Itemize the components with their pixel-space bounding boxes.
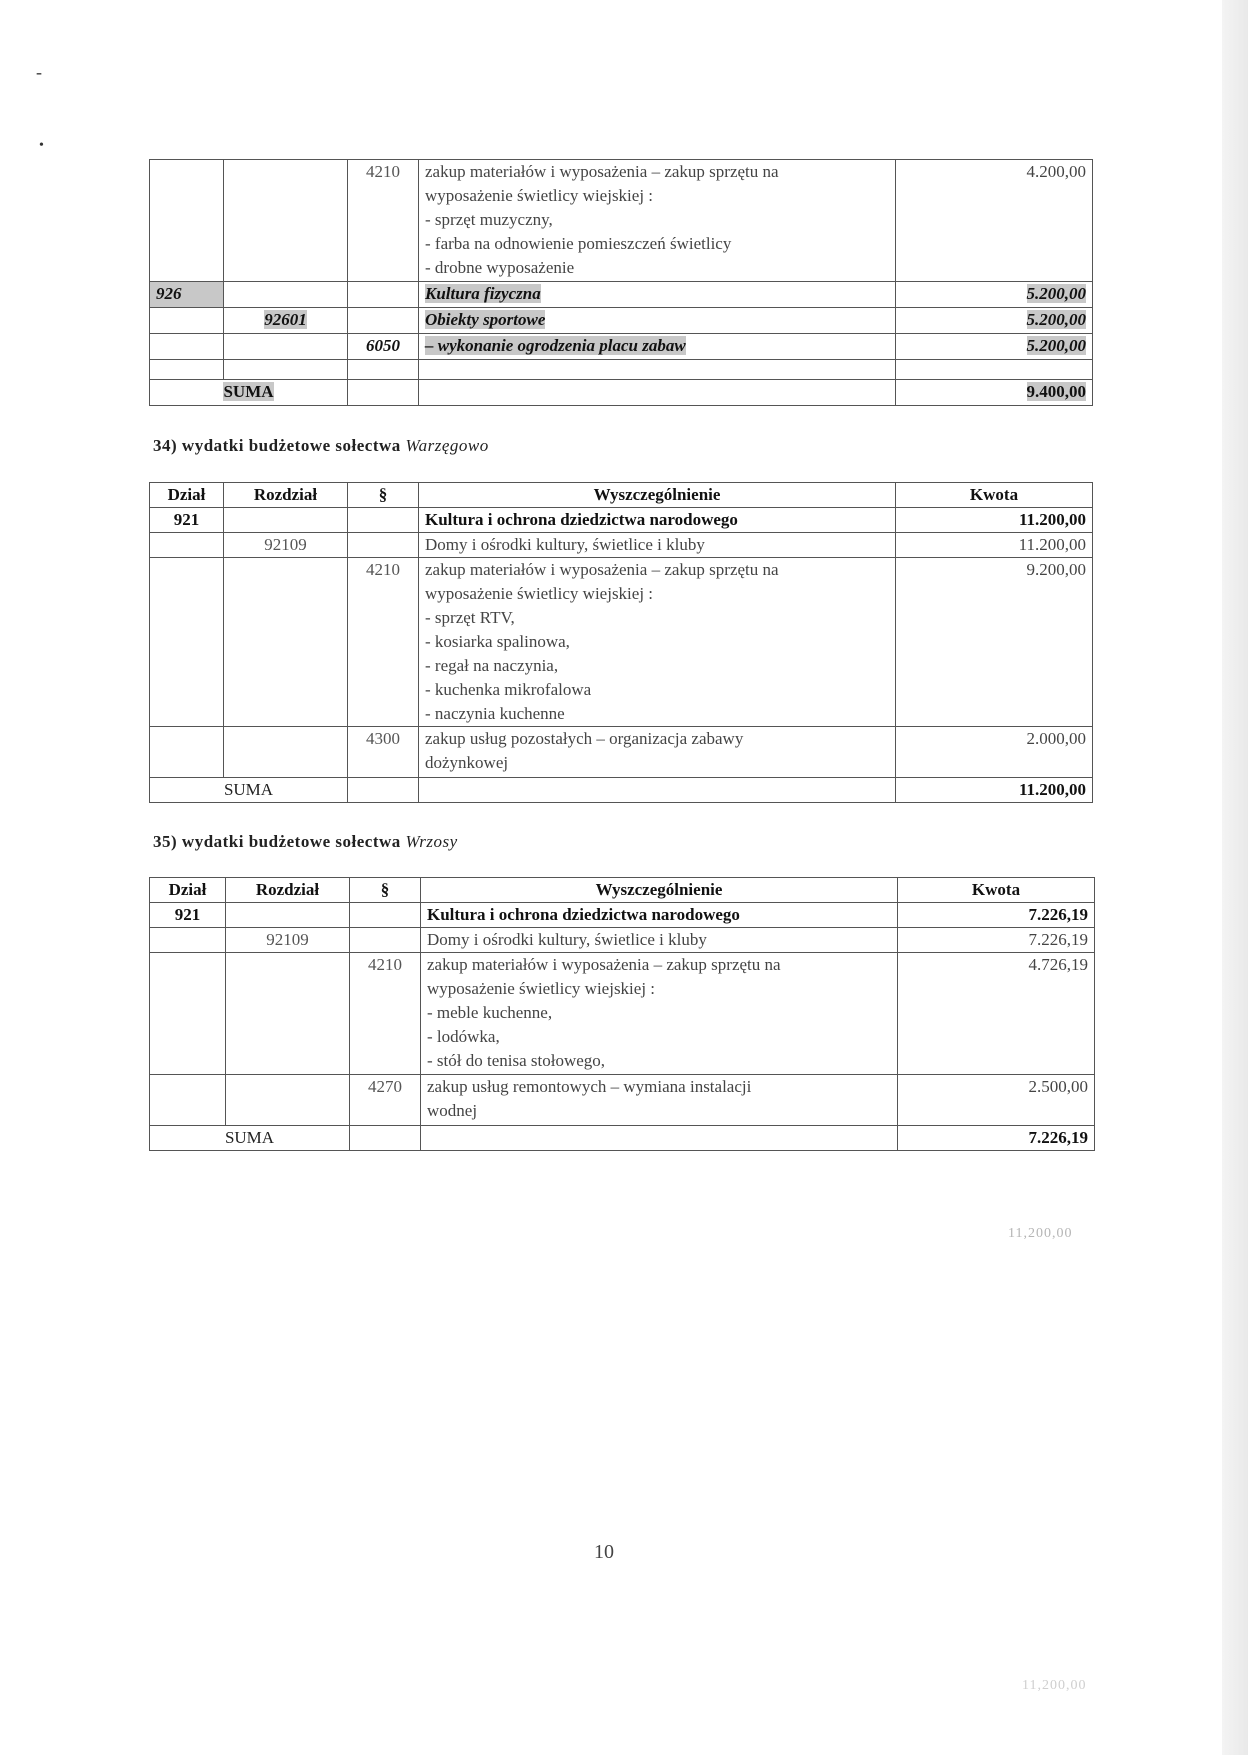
paragraf-cell <box>350 928 421 953</box>
description-cell <box>421 953 898 1075</box>
header-description: Wyszczególnienie <box>419 483 896 508</box>
table-row <box>150 558 1093 727</box>
section-34-title <box>153 436 489 456</box>
amount-cell: 4.726,19 <box>898 953 1095 1075</box>
amount-cell: 11.200,00 <box>896 533 1093 558</box>
header-description: Wyszczególnienie <box>421 878 898 903</box>
table-row <box>150 160 1093 282</box>
dzial-cell <box>150 928 226 953</box>
continued-budget-table <box>149 159 1093 406</box>
description-text: – wykonanie ogrodzenia placu zabaw <box>425 336 686 355</box>
rozdzial-text: 92601 <box>264 310 307 329</box>
description-cell <box>419 727 896 778</box>
paragraf-cell: 6050 <box>348 334 419 360</box>
paragraf-cell <box>348 282 419 308</box>
table-row <box>150 1075 1095 1126</box>
section-35-table <box>149 877 1095 1151</box>
spacer-cell <box>150 360 224 380</box>
sum-value-cell: 11.200,00 <box>896 778 1093 803</box>
description-line: wyposażenie świetlicy wiejskiej : <box>427 979 656 998</box>
sum-row <box>150 1126 1095 1151</box>
dzial-cell <box>150 533 224 558</box>
rozdzial-cell <box>224 727 348 778</box>
rozdzial-cell <box>226 1075 350 1126</box>
header-rozdzial: Rozdział <box>224 483 348 508</box>
section-title-text: 35) wydatki budżetowe sołectwa <box>153 832 401 851</box>
description-cell <box>419 380 896 406</box>
paragraf-cell: 4300 <box>348 727 419 778</box>
amount-cell: 2.500,00 <box>898 1075 1095 1126</box>
spacer-cell <box>224 360 348 380</box>
description-cell <box>419 282 896 308</box>
paragraf-cell: 4270 <box>350 1075 421 1126</box>
description-cell: Domy i ośrodki kultury, świetlice i kluby <box>421 928 898 953</box>
description-cell <box>421 1126 898 1151</box>
description-cell <box>419 160 896 282</box>
sum-label: SUMA <box>223 382 274 401</box>
table-row <box>150 928 1095 953</box>
amount-text: 5.200,00 <box>1026 336 1086 355</box>
description-line: - stół do tenisa stołowego, <box>427 1051 606 1070</box>
description-line: - sprzęt RTV, <box>425 608 515 627</box>
amount-text: 5.200,00 <box>1026 310 1086 329</box>
paragraf-cell: 4210 <box>350 953 421 1075</box>
header-rozdzial: Rozdział <box>226 878 350 903</box>
header-paragraf: § <box>348 483 419 508</box>
description-cell <box>419 308 896 334</box>
header-dzial: Dział <box>150 483 224 508</box>
amount-cell: 2.000,00 <box>896 727 1093 778</box>
paragraf-cell <box>348 508 419 533</box>
description-line: - meble kuchenne, <box>427 1003 553 1022</box>
description-line: dożynkowej <box>425 753 509 772</box>
rozdzial-cell: 92109 <box>224 533 348 558</box>
paragraf-cell <box>350 1126 421 1151</box>
bleed-through-mark: 11,200,00 <box>1022 1678 1087 1693</box>
dzial-cell <box>150 558 224 727</box>
description-line: - drobne wyposażenie <box>425 258 575 277</box>
description-line: zakup usług remontowych – wymiana instalacji <box>427 1077 752 1096</box>
dzial-cell <box>150 308 224 334</box>
header-dzial: Dział <box>150 878 226 903</box>
table-row <box>150 953 1095 1075</box>
rozdzial-cell <box>226 903 350 928</box>
spacer-cell <box>348 360 419 380</box>
paragraf-cell <box>348 778 419 803</box>
rozdzial-cell <box>224 334 348 360</box>
rozdzial-cell <box>226 953 350 1075</box>
table-row <box>150 903 1095 928</box>
dzial-cell: 921 <box>150 903 226 928</box>
amount-cell: 4.200,00 <box>896 160 1093 282</box>
description-line: - naczynia kuchenne <box>425 704 565 723</box>
paragraf-cell <box>348 533 419 558</box>
dzial-cell <box>150 953 226 1075</box>
description-line: - kosiarka spalinowa, <box>425 632 570 651</box>
amount-cell <box>896 334 1093 360</box>
section-title-name: Warzęgowo <box>405 436 489 455</box>
amount-cell: 9.200,00 <box>896 558 1093 727</box>
header-paragraf: § <box>350 878 421 903</box>
description-line: zakup materiałów i wyposażenia – zakup sprzętu na <box>425 560 779 579</box>
rozdzial-cell <box>224 282 348 308</box>
scan-edge <box>1222 0 1248 1755</box>
paragraf-cell: 4210 <box>348 558 419 727</box>
rozdzial-cell <box>224 558 348 727</box>
rozdzial-cell <box>224 308 348 334</box>
description-line: zakup usług pozostałych – organizacja zabawy <box>425 729 744 748</box>
spacer-cell <box>419 360 896 380</box>
dzial-cell <box>150 727 224 778</box>
description-cell: Domy i ośrodki kultury, świetlice i kluby <box>419 533 896 558</box>
dzial-cell: 921 <box>150 508 224 533</box>
description-cell: Kultura i ochrona dziedzictwa narodowego <box>421 903 898 928</box>
description-cell <box>419 558 896 727</box>
sum-value-cell <box>896 380 1093 406</box>
paragraf-cell <box>348 380 419 406</box>
amount-cell: 7.226,19 <box>898 928 1095 953</box>
header-amount: Kwota <box>896 483 1093 508</box>
description-line: - farba na odnowienie pomieszczeń świetlicy <box>425 234 732 253</box>
sum-value: 9.400,00 <box>1026 382 1086 401</box>
dzial-cell <box>150 1075 226 1126</box>
rozdzial-cell <box>224 160 348 282</box>
scan-dot-mark: • <box>39 138 44 153</box>
description-line: wodnej <box>427 1101 478 1120</box>
paragraf-cell <box>350 903 421 928</box>
description-text: Kultura fizyczna <box>425 284 541 303</box>
table-row <box>150 727 1093 778</box>
amount-cell <box>896 282 1093 308</box>
rozdzial-cell <box>224 508 348 533</box>
spacer-cell <box>896 360 1093 380</box>
dzial-cell <box>150 334 224 360</box>
description-cell: Kultura i ochrona dziedzictwa narodowego <box>419 508 896 533</box>
dzial-cell: 926 <box>150 282 224 308</box>
section-34-table <box>149 482 1093 803</box>
description-line: - sprzęt muzyczny, <box>425 210 553 229</box>
section-35-title <box>153 832 458 852</box>
section-title-text: 34) wydatki budżetowe sołectwa <box>153 436 401 455</box>
description-text: Obiekty sportowe <box>425 310 546 329</box>
description-line: - lodówka, <box>427 1027 500 1046</box>
rozdzial-cell: 92109 <box>226 928 350 953</box>
page-number: 10 <box>594 1541 614 1563</box>
paragraf-cell: 4210 <box>348 160 419 282</box>
scan-dash-mark: - <box>36 62 42 82</box>
description-line: - regał na naczynia, <box>425 656 559 675</box>
sum-value-cell: 7.226,19 <box>898 1126 1095 1151</box>
section-title-name: Wrzosy <box>405 832 458 851</box>
description-cell <box>421 1075 898 1126</box>
sum-label-cell: SUMA <box>150 778 348 803</box>
amount-text: 5.200,00 <box>1026 284 1086 303</box>
table-row <box>150 360 1093 380</box>
description-line: wyposażenie świetlicy wiejskiej : <box>425 186 654 205</box>
amount-cell: 11.200,00 <box>896 508 1093 533</box>
description-line: - kuchenka mikrofalowa <box>425 680 592 699</box>
paragraf-cell <box>348 308 419 334</box>
amount-cell <box>896 308 1093 334</box>
table-row <box>150 308 1093 334</box>
description-line: wyposażenie świetlicy wiejskiej : <box>425 584 654 603</box>
sum-label-cell <box>150 380 348 406</box>
description-cell <box>419 334 896 360</box>
sum-label-cell: SUMA <box>150 1126 350 1151</box>
header-amount: Kwota <box>898 878 1095 903</box>
description-cell <box>419 778 896 803</box>
table-row <box>150 334 1093 360</box>
table-row <box>150 533 1093 558</box>
description-line: zakup materiałów i wyposażenia – zakup sprzętu na <box>427 955 781 974</box>
header-row <box>150 878 1095 903</box>
amount-cell: 7.226,19 <box>898 903 1095 928</box>
bleed-through-mark: 11,200,00 <box>1008 1226 1073 1241</box>
dzial-cell <box>150 160 224 282</box>
sum-row <box>150 778 1093 803</box>
table-row <box>150 282 1093 308</box>
table-row <box>150 508 1093 533</box>
header-row <box>150 483 1093 508</box>
description-line: zakup materiałów i wyposażenia – zakup sprzętu na <box>425 162 779 181</box>
sum-row <box>150 380 1093 406</box>
